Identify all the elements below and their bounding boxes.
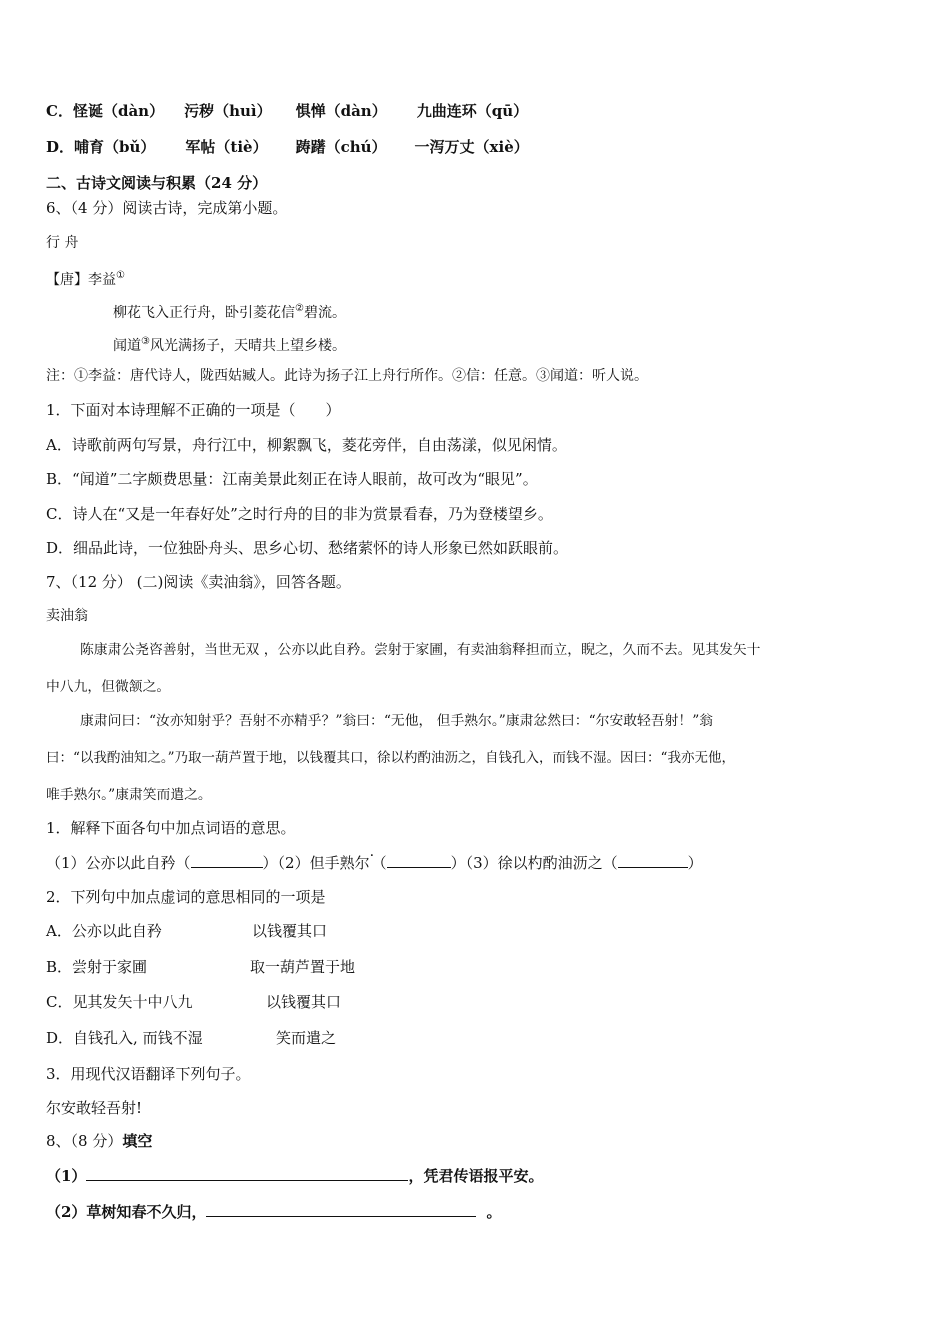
q8-fill-1: （1） ，凭君传语报平安。 xyxy=(46,1167,544,1185)
q6-stem: 6、（4 分）阅读古诗，完成第小题。 xyxy=(46,199,288,217)
q7-stem: 7、（12 分） (二)阅读《卖油翁》，回答各题。 xyxy=(46,573,351,591)
q6-option-d: D．细品此诗，一位独卧舟头、思乡心切、愁绪萦怀的诗人形象已然如跃眼前。 xyxy=(46,539,569,557)
passage-para2-line2: 曰：“以我酌油知之。”乃取一葫芦置于地，以钱覆其口，徐以杓酌油沥之，自钱孔入，而钱不湿。因曰：“我亦无他， xyxy=(46,750,735,766)
poem-line-2: 闻道③风光满扬子，天晴共上望乡楼。 xyxy=(113,336,346,354)
q7-sub2: 2．下列句中加点虚词的意思相同的一项是 xyxy=(46,888,326,906)
passage-para1-line2: 中八九，但微颔之。 xyxy=(46,679,171,695)
poem-line-1: 柳花飞入正行舟，卧引菱花信②碧流。 xyxy=(113,303,346,321)
passage-para2-line3: 唯手熟尔。”康肃笑而遣之。 xyxy=(46,787,212,803)
q6-option-a: A．诗歌前两句写景，舟行江中，柳絮飘飞，菱花旁伴，自由荡漾，似见闲情。 xyxy=(46,436,567,454)
q5-option-d: D．哺育（bǔ） 军帖（tiè） 踌躇（chú） 一泻万丈（xiè） xyxy=(46,138,529,156)
q6-option-c: C．诗人在“又是一年春好处”之时行舟的目的非为赏景看春，乃为登楼望乡。 xyxy=(46,505,553,523)
q7-pair-d: D．自钱孔入, 而钱不湿 笑而遣之 xyxy=(46,1029,337,1047)
q8-fill-2: （2）草树知春不久归， 。 xyxy=(46,1203,502,1221)
q7-pair-c: C．见其发矢十中八九 以钱覆其口 xyxy=(46,993,342,1011)
poem-author: 【唐】李益① xyxy=(46,270,125,288)
q5-option-c: C．怪诞（dàn） 污秽（huì） 惧惮（dàn） 九曲连环（qū） xyxy=(46,102,529,120)
poem-title: 行 舟 xyxy=(46,235,79,251)
answer-blank-2[interactable] xyxy=(387,852,451,868)
q6-option-b: B．“闻道”二字颇费思量：江南美景此刻正在诗人眼前，故可改为“眼见”。 xyxy=(46,470,538,488)
q7-sub1: 1．解释下面各句中加点词语的意思。 xyxy=(46,819,296,837)
q8-stem: 8、（8 分）填空 xyxy=(46,1132,153,1150)
fill-blank-1[interactable] xyxy=(86,1165,408,1181)
answer-blank-3[interactable] xyxy=(618,852,688,868)
passage-title: 卖油翁 xyxy=(46,608,88,624)
answer-blank-1[interactable] xyxy=(191,852,263,868)
passage-para1-line1: 陈康肃公尧咨善射，当世无双 ，公亦以此自矜。尝射于家圃，有卖油翁释担而立，睨之，久而不去。见其发矢十 xyxy=(80,642,761,658)
q7-sub3: 3．用现代汉语翻译下列句子。 xyxy=(46,1065,251,1083)
poem-notes: 注：①李益：唐代诗人，陇西姑臧人。此诗为扬子江上舟行所作。②信：任意。③闻道：听人说。 xyxy=(46,368,648,384)
q7-sub1-items: （1）公亦以此自矜（ ）（2）但手熟尔 （ ）（3）徐以杓酌油沥之（ ） xyxy=(46,854,703,872)
q7-sentence: 尔安敢轻吾射! xyxy=(46,1099,143,1117)
fill-blank-2[interactable] xyxy=(206,1201,476,1217)
q6-sub1: 1．下面对本诗理解不正确的一项是（ ） xyxy=(46,401,341,419)
section-heading: 二、古诗文阅读与积累（24 分） xyxy=(46,174,268,192)
q7-pair-a: A．公亦以此自矜 以钱覆其口 xyxy=(46,922,328,940)
passage-para2-line1: 康肃问曰：“汝亦知射乎？吾射不亦精乎？”翁曰：“无他， 但手熟尔。”康肃忿然曰：“尔安敢轻吾射！”翁 xyxy=(80,713,714,729)
q7-pair-b: B．尝射于家圃 取一葫芦置于地 xyxy=(46,958,356,976)
